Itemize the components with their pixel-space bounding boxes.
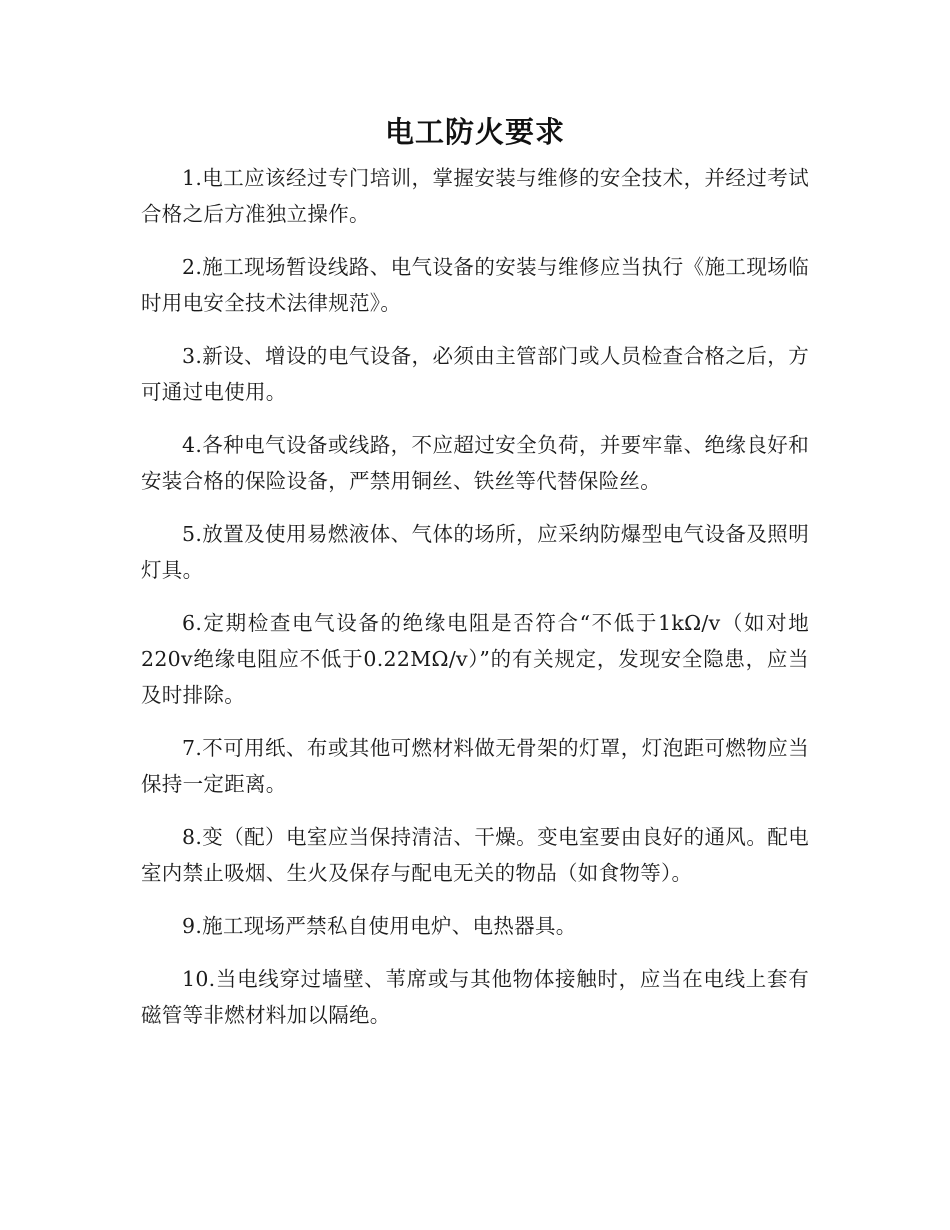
paragraph-10: 10.当电线穿过墙壁、苇席或与其他物体接触时，应当在电线上套有磁管等非燃材料加以隔绝。	[141, 967, 809, 1027]
paragraph-6: 6.定期检查电气设备的绝缘电阻是否符合“不低于1kΩ/v（如对地220v绝缘电阻应不低于0.22MΩ/v）”的有关规定，发现安全隐患，应当及时排除。	[141, 611, 809, 707]
paragraph-7: 7.不可用纸、布或其他可燃材料做无骨架的灯罩，灯泡距可燃物应当保持一定距离。	[141, 736, 809, 796]
document-title: 电工防火要求	[384, 115, 565, 149]
paragraph-8: 8.变（配）电室应当保持清洁、干燥。变电室要由良好的通风。配电室内禁止吸烟、生火及保存与配电无关的物品（如食物等）。	[141, 825, 809, 885]
paragraph-5: 5.放置及使用易燃液体、气体的场所，应采纳防爆型电气设备及照明灯具。	[141, 522, 809, 582]
paragraph-4: 4.各种电气设备或线路，不应超过安全负荷，并要牢靠、绝缘良好和安装合格的保险设备，严禁用铜丝、铁丝等代替保险丝。	[141, 433, 809, 493]
paragraph-1: 1.电工应该经过专门培训，掌握安装与维修的安全技术，并经过考试合格之后方准独立操作。	[141, 166, 809, 226]
paragraph-3: 3.新设、增设的电气设备，必须由主管部门或人员检查合格之后，方可通过电使用。	[141, 344, 809, 404]
paragraph-2: 2.施工现场暂设线路、电气设备的安装与维修应当执行《施工现场临时用电安全技术法律规范》。	[141, 255, 809, 315]
document-body	[141, 160, 809, 1050]
paragraph-9: 9.施工现场严禁私自使用电炉、电热器具。	[182, 914, 577, 938]
